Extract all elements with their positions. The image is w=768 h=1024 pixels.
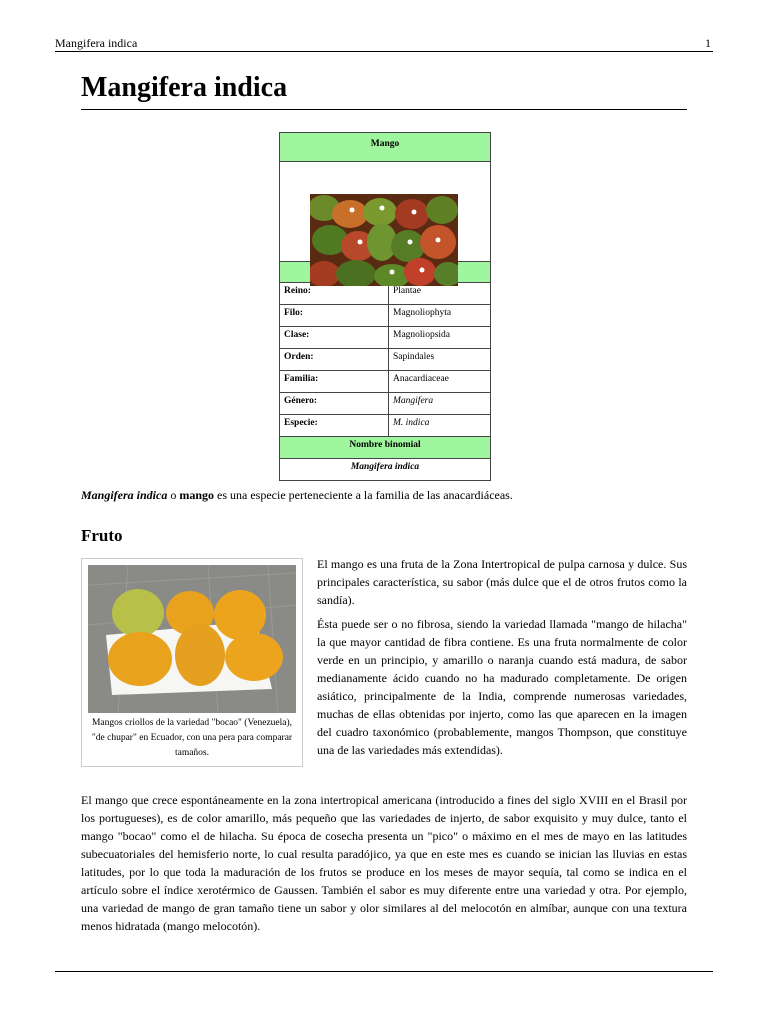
taxobox-row-genero <box>280 393 490 415</box>
taxobox-label: Reino: <box>280 283 389 304</box>
taxobox-label: Orden: <box>280 349 389 370</box>
criollo-mangoes-image <box>88 565 296 713</box>
running-header <box>55 36 713 52</box>
taxobox-row-especie <box>280 415 490 437</box>
binomial-name: Mangifera indica <box>350 462 420 472</box>
article-title: Mangifera indica <box>81 70 687 110</box>
paragraph: El mango que crece espontáneamente en la zona intertropical americana (introducido a fines del siglo XVIII en el Brasil por los portugueses), es de color amarillo, más pequeño que las variedades de injerto, de sabor exquisito y muy dulce, tanto el mango "bocao" como el de hilacha. Su época de cosecha presenta un "pico" o máximo en el mes de mayo en las latitudes subecuatoriales del hemisferio norte, lo cual resulta paradójico, ya que en este mes es cuando se inician las lluvias en estas latitudes, por lo que toda la maduración de los frutos se produce en los meses de mayor sequía, tal como se indica en el artículo sobre el índice xerotérmico de Gaussen. También el sabor es muy diferente entre una variedad y otra. Por ejemplo, una variedad de mango de gran tamaño tiene un sabor y olor similares al del melocotón en almíbar, aunque con una textura menos hidratada (mango melocotón). <box>81 793 687 933</box>
taxobox-value: Magnoliopsida <box>393 330 450 340</box>
taxobox-row-reino <box>280 283 490 305</box>
taxobox-image <box>280 162 490 262</box>
taxobox-row-clase <box>280 327 490 349</box>
taxobox-label: Género: <box>280 393 389 414</box>
taxobox-label: Clase: <box>280 327 389 348</box>
lead-rest: es una especie perteneciente a la familia de las anacardiáceas. <box>214 488 513 502</box>
taxobox-label: Familia: <box>280 371 389 392</box>
lead-connector: o <box>167 488 180 502</box>
taxobox-value: M. indica <box>393 418 430 428</box>
figure-thumbnail <box>81 558 303 767</box>
lead-common-name: mango <box>179 488 215 502</box>
running-title: Mangifera indica <box>55 36 138 50</box>
paragraph: El mango es una fruta de la Zona Intertropical de pulpa carnosa y dulce. Sus principales característica, su sabor (más dulce que el de otros frutos como la sandía). <box>317 557 687 607</box>
taxobox <box>279 132 491 481</box>
taxobox-value: Anacardiaceae <box>393 374 449 384</box>
figure-caption: Mangos criollos de la variedad "bocao" (Venezuela), "de chupar" en Ecuador, con una pera para comparar tamaños. <box>91 718 293 758</box>
taxobox-row-orden <box>280 349 490 371</box>
lead-paragraph <box>81 487 701 503</box>
taxobox-value: Sapindales <box>393 352 435 362</box>
footer-rule <box>55 971 713 972</box>
taxobox-value: Magnoliophyta <box>393 308 452 318</box>
taxobox-row-familia <box>280 371 490 393</box>
taxobox-label: Filo: <box>280 305 389 326</box>
right-column-text <box>317 555 687 765</box>
taxobox-value: Mangifera <box>393 396 434 406</box>
taxobox-label: Especie: <box>280 415 389 436</box>
mango-pile-image <box>310 194 458 286</box>
paragraph: Ésta puede ser o no fibrosa, siendo la variedad llamada "mango de hilacha" la que mayor cantidad de fibra contiene. Es una fruta normalmente de color verde en un principio, y amarillo o naranja cuando está madura, de sabor medianamente ácido cuando no ha madurado completamente. De origen asiático, principalmente de la India, comprende numerosas variedades, muchas de ellas obtenidas por injerto, como las que aparecen en la imagen del cuadro taxonómico (probablemente, mangos Thompson, que constituye una de las variedades más extendidas). <box>317 617 687 757</box>
section-heading: Fruto <box>81 526 123 545</box>
binomial-heading: Nombre binomial <box>280 437 490 459</box>
lead-scientific-name: Mangifera indica <box>81 488 168 502</box>
taxobox-row-filo <box>280 305 490 327</box>
page-number: 1 <box>705 36 711 50</box>
taxobox-value: Plantae <box>393 286 421 296</box>
taxobox-heading: Mango <box>280 133 490 162</box>
